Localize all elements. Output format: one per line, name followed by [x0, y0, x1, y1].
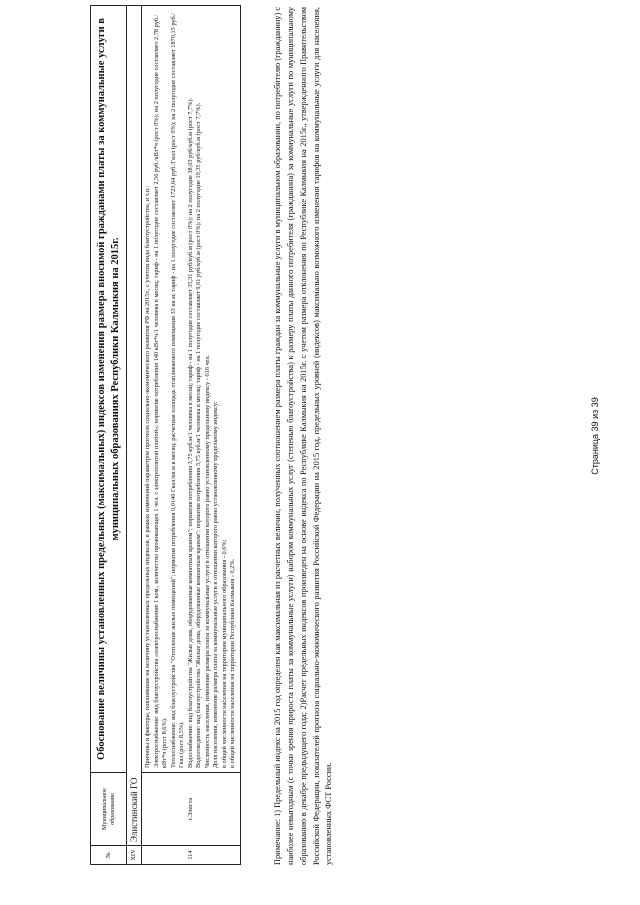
table-row — [141, 6, 240, 864]
header-justification: Обоснование величины установленных предельных (максимальных) индексов изменения размера вносимой гражданами платы за коммунальные услуги в муниципальных образованиях Республики Калмыкия на 2015г. — [96, 18, 121, 760]
justification-line: Водоснабжение: вид благоустройства "Жилые дома, оборудованные комнатным краном"; норматив потребления 3,75 куб.м/1 человека в месяц; тариф - на 1 полугодие составляет 35,31 руб/куб.м (рост 0%); на 2 полугодие 38,03 руб/куб.м (рост 7,7%). — [186, 97, 194, 768]
section-row — [126, 6, 141, 864]
row-num: 114 — [142, 845, 240, 864]
page-number: Страница 39 из 39 — [590, 397, 600, 475]
footnote: Примечание: 1) Предельный индекс на 2015 год определен как максимальная из расчетных величин, полученных соотношением размера платы граждан за коммунальные услуги в муниципальном образовании, по потребителю (гражданину) с наиболее невыгодным (с точки зрения прироста платы за коммунальные услуги) набором коммунальных услуг (степенью благоустройства) к размеру платы данного потребителя (гражданина) за коммунальные услуги по муниципальному образованию в декабре предыдущего года; 2)Расчет предельных индексов произведен на основе индекса по Республике Калмыкия на 2015г. с учетом размера отклонения по Республике Калмыкия на 2015г., утвержденного Правительством Российской Федерации, показателей прогноза социально-экономического развития Российской Федерации на 2015 год, предельных уровней (индексов) максимально возможного изменения тарифов на коммунальные услуги для населения, установленных ФСТ России. — [273, 7, 334, 865]
indices-table — [90, 5, 241, 865]
justification-line: Численность населения, изменение размера платы за коммунальные услуги в отношении которого равно установленному предельному индексу - 616 чел. — [203, 354, 211, 768]
row-municipality: г.Элиста — [142, 772, 240, 845]
table-header-row — [91, 6, 126, 864]
justification-line: Водоотведение: вид благоустройства "Жилые дома, оборудованные комнатным краном"; норматив потребления 3,75 куб.м/1 человека в месяц; тариф - на 1 полугодие составляет 9,61 руб/куб.м (рост 0%); на 2 полугодие 10,35 руб/куб.м (рост 7,7%). — [195, 102, 203, 768]
header-municipality: Муниципальное образование — [91, 772, 126, 845]
justification-line: в общей численности населения на территории муниципального образования - 0,6%; — [220, 539, 228, 768]
justification-line: Доля населения, изменение размера платы за коммунальные услуги в отношении которого равно установленному предельному индексу: — [212, 401, 220, 768]
section-num: XIV — [127, 845, 141, 864]
justification-line: Электроснабжение: вид благоустройства «электроснабжение 1 ком., количество проживающих 1 чел. с электроплитой плитой»; норматив потребления 140 кВт*ч/1 человека в месяц; тариф - на 1 полугодие составляет 2,56 руб./кВт*ч (рост 0%); на 2 полугодие составляет 2,78 руб./кВт*ч (рост 8,6%). — [152, 14, 169, 768]
justification-line: Причины и факторы, повлиявшие на величину установленных предельных индексов, в рамках изменений параметров прогноза социально-экономического развития РФ на 2015г., с учетом вида благоустройства, и т.п.: — [144, 185, 152, 768]
justification-line: Теплоснабжение: вид благоустройства "Отопление жилых помещений"; норматив потребления 0,0146 Гкал/кв.м в месяц; расчетная площадь отапливаемого помещения 33 кв.м; тариф - на 1 полугодие составляет 1723,64 руб./Гкал (рост 0%); на 2 полугодие составляет 1870,15 руб./Гкал (рост 8,5%). — [169, 13, 186, 768]
justification-line: в общей численности населения на территории Республики Калмыкия - 0,2%. — [229, 558, 237, 768]
row-justification — [142, 6, 240, 772]
section-title: Элистинский ГО — [129, 777, 140, 842]
header-num: № — [91, 845, 126, 864]
